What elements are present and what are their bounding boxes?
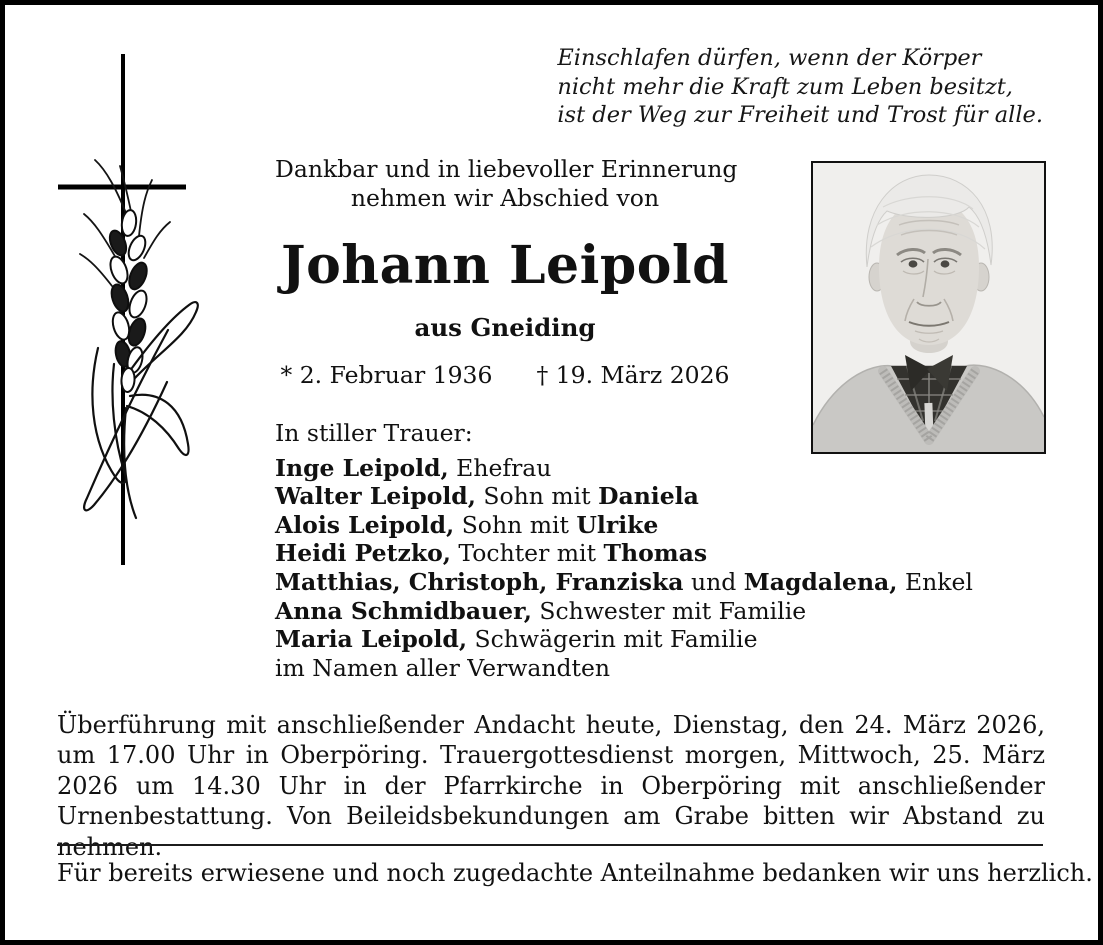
mourner-name: Maria Leipold, bbox=[275, 625, 468, 654]
epigraph-line: ist der Weg zur Freiheit und Trost für alle. bbox=[557, 102, 1043, 128]
mourner-name: Anna Schmidbauer, bbox=[275, 596, 532, 625]
mourner-relation: Sohn mit bbox=[475, 482, 599, 511]
center-column bbox=[275, 155, 738, 390]
mourner-partner: Daniela bbox=[598, 482, 699, 511]
mourner-line bbox=[275, 454, 975, 483]
mourner-partner: Ulrike bbox=[576, 510, 659, 539]
mourner-relation: Sohn mit bbox=[454, 510, 577, 539]
mourner-name: Walter Leipold, bbox=[275, 482, 476, 511]
epigraph-line: nicht mehr die Kraft zum Leben besitzt, bbox=[557, 73, 1013, 100]
epigraph bbox=[557, 44, 1043, 130]
deceased-origin: aus Gneiding bbox=[414, 313, 596, 342]
mourner-name: Inge Leipold, bbox=[275, 453, 449, 482]
cross-wheat-icon bbox=[40, 48, 210, 578]
mourner-partner: Thomas bbox=[603, 539, 708, 568]
mourner-relation: Schwester mit Familie bbox=[531, 596, 807, 625]
intro-line-1: Dankbar und in liebevoller Erinnerung bbox=[275, 155, 738, 183]
mourner-name: Matthias, Christoph, Franziska bbox=[275, 567, 684, 596]
mourner-relation: Enkel bbox=[897, 567, 973, 596]
mourner-line bbox=[275, 539, 975, 568]
mourners-section bbox=[275, 419, 975, 682]
mourner-line bbox=[275, 625, 975, 654]
death-date: † 19. März 2026 bbox=[536, 361, 730, 389]
mourner-relation: Tochter mit bbox=[450, 539, 604, 568]
thanks-line: Für bereits erwiesene und noch zugedachte Anteilnahme bedanken wir uns herzlich. bbox=[57, 859, 1093, 887]
mourner-relation: Ehefrau bbox=[448, 453, 552, 482]
birth-date: * 2. Februar 1936 bbox=[280, 361, 493, 389]
portrait-illustration bbox=[813, 163, 1044, 452]
mourner-name: Alois Leipold, bbox=[275, 510, 455, 539]
separator-rule bbox=[57, 844, 1043, 846]
portrait-photo bbox=[811, 161, 1046, 454]
mourner-name: Magdalena, bbox=[743, 567, 898, 596]
mourner-relation: Schwägerin mit Familie bbox=[467, 625, 758, 654]
funeral-announcement: Überführung mit anschließender Andacht heute, Dienstag, den 24. März 2026, um 17.00 Uhr in Oberpöring. Trauergottesdienst morgen, Mittwoch, 25. März 2026 um 14.30 Uhr in der Pfarrkirche in Oberpöring mit anschließender Urnenbestattung. Von Beileidsbekundungen am Grabe bitten wir Abstand zu nehmen. bbox=[57, 711, 1045, 861]
mourner-line bbox=[275, 511, 975, 540]
mourner-line bbox=[275, 568, 975, 597]
mourner-line bbox=[275, 597, 975, 626]
life-dates bbox=[275, 361, 735, 390]
epigraph-line: Einschlafen dürfen, wenn der Körper bbox=[557, 45, 982, 71]
intro-line-2: nehmen wir Abschied von bbox=[350, 184, 660, 212]
mourners-closing: im Namen aller Verwandten bbox=[275, 653, 611, 682]
mourners-heading: In stiller Trauer: bbox=[275, 419, 473, 447]
mourner-connector: und bbox=[683, 567, 744, 596]
mourner-name: Heidi Petzko, bbox=[275, 539, 451, 568]
mourner-line bbox=[275, 482, 975, 511]
deceased-name: Johann Leipold bbox=[280, 235, 730, 296]
